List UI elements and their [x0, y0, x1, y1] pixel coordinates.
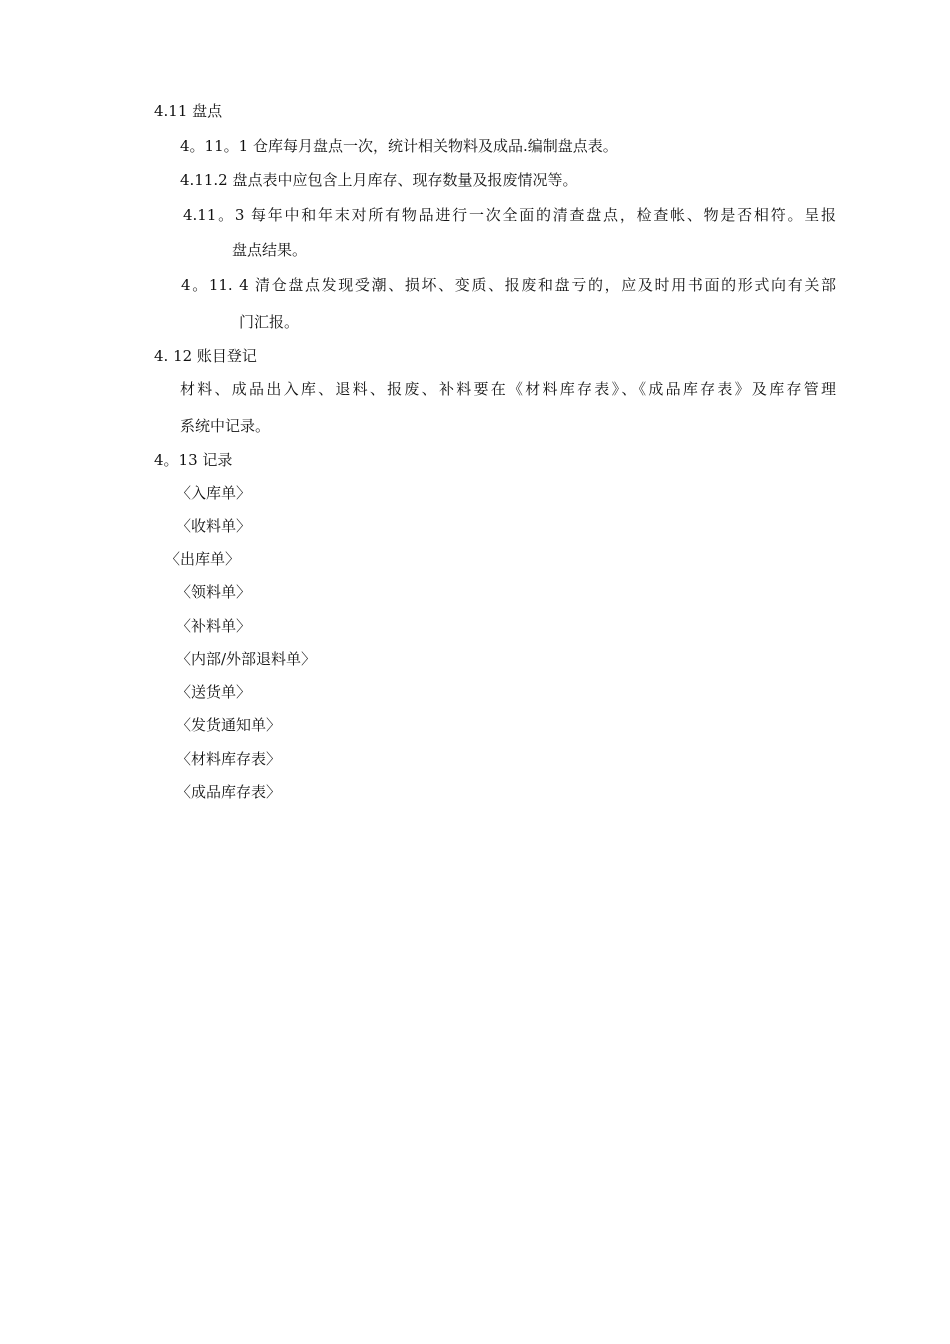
record-item: 〈入库单〉 [176, 484, 252, 502]
clause-4-11-3: 4.11。3 每年中和年末对所有物品进行一次全面的清查盘点，检查帐、物是否相符。呈报 [183, 206, 836, 224]
clause-4-11-1: 4。11。1 仓库每月盘点一次，统计相关物料及成品.编制盘点表。 [180, 137, 618, 155]
record-item: 〈材料库存表〉 [176, 750, 282, 768]
section-heading-ledger-registration: 4. 12 账目登记 [154, 347, 257, 365]
section-heading-inventory-count: 4.11 盘点 [154, 102, 223, 120]
clause-4-11-2: 4.11.2 盘点表中应包含上月库存、现存数量及报废情况等。 [180, 171, 578, 189]
record-item: 〈发货通知单〉 [176, 716, 282, 734]
record-item: 〈领料单〉 [176, 583, 252, 601]
section-heading-records: 4。13 记录 [154, 451, 233, 469]
record-item: 〈成品库存表〉 [176, 783, 282, 801]
ledger-text: 材料、成品出入库、退料、报废、补料要在《材料库存表》、《成品库存表》及库存管理 [180, 380, 836, 398]
clause-4-11-4: 4。11. 4 清仓盘点发现受潮、损坏、变质、报废和盘亏的，应及时用书面的形式向有关部 [181, 276, 836, 294]
ledger-text-continued: 系统中记录。 [180, 417, 271, 435]
record-item: 〈内部/外部退料单〉 [176, 650, 317, 668]
record-item: 〈送货单〉 [176, 683, 252, 701]
record-item: 〈补料单〉 [176, 617, 252, 635]
clause-4-11-4-continued: 门汇报。 [239, 313, 300, 331]
record-item: 〈出库单〉 [165, 550, 241, 568]
clause-4-11-3-continued: 盘点结果。 [232, 241, 308, 259]
record-item: 〈收料单〉 [176, 517, 252, 535]
